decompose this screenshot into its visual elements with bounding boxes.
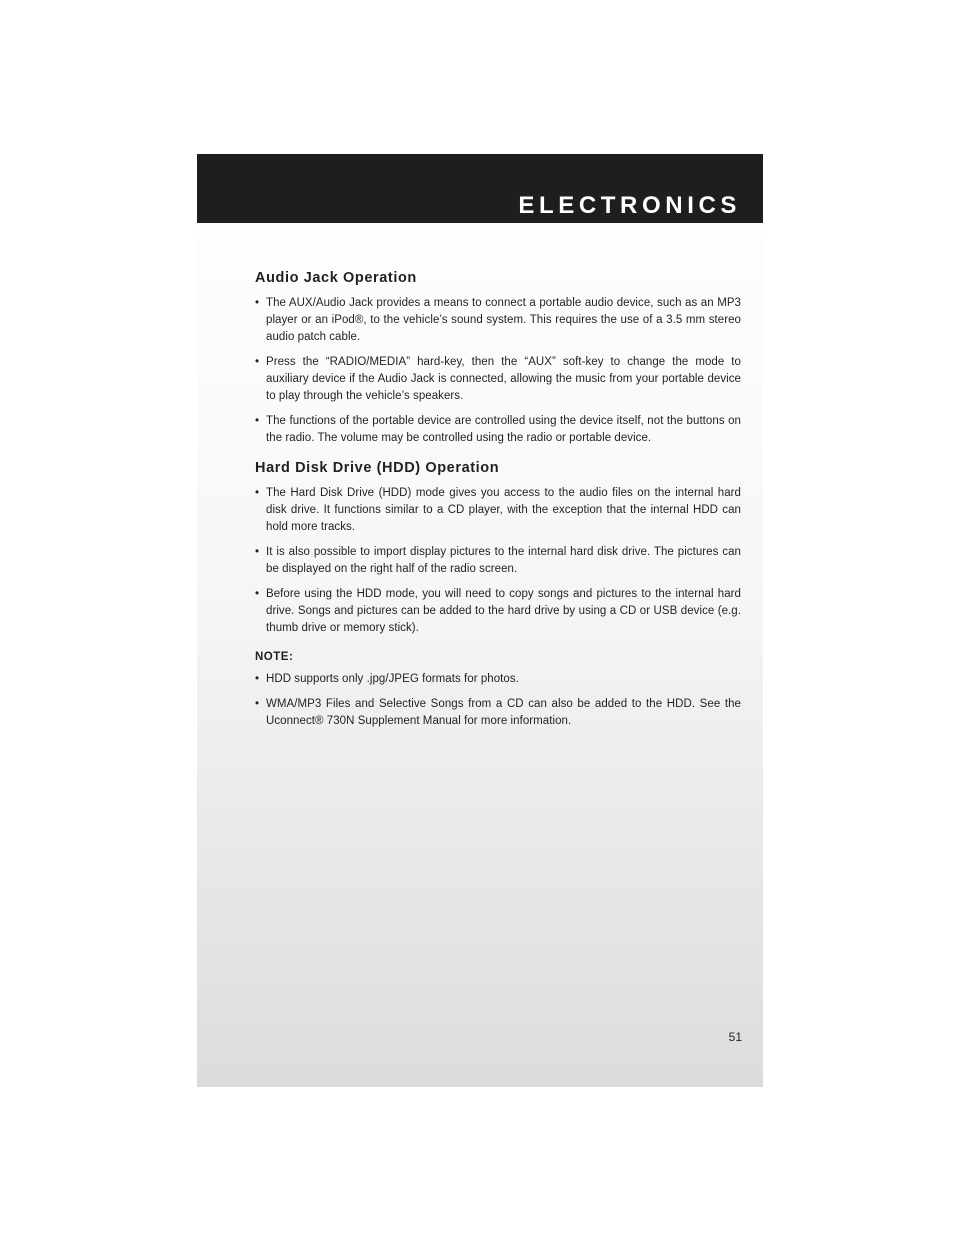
list-item	[255, 671, 741, 688]
page-number: 51	[728, 1030, 742, 1044]
section-title: ELECTRONICS	[518, 192, 741, 219]
list-item-text: Press the “RADIO/MEDIA” hard-key, then the “AUX” soft-key to change the mode to auxiliary device if the Audio Jack is connected, allowing the music from your portable device to play through the vehicle’s speakers.	[266, 356, 741, 402]
page-content	[255, 270, 741, 738]
list-item	[255, 485, 741, 536]
bullet-icon: •	[255, 415, 260, 427]
list-item	[255, 586, 741, 637]
heading-audio-jack: Audio Jack Operation	[255, 270, 417, 286]
list-item-text: The functions of the portable device are controlled using the device itself, not the buttons on the radio. The volume may be controlled using the radio or portable device.	[266, 415, 741, 444]
bullet-icon: •	[255, 546, 260, 558]
list-item	[255, 696, 741, 730]
list-item	[255, 413, 741, 447]
bullet-icon: •	[255, 297, 260, 309]
hdd-bullet-list	[255, 485, 741, 637]
list-item-text: Before using the HDD mode, you will need to copy songs and pictures to the internal hard drive. Songs and pictures can be added to the hard drive by using a CD or USB device (e.g. thumb drive or memory stick).	[266, 588, 741, 634]
bullet-icon: •	[255, 487, 260, 499]
heading-hdd-operation: Hard Disk Drive (HDD) Operation	[255, 460, 500, 476]
list-item-text: WMA/MP3 Files and Selective Songs from a CD can also be added to the HDD. See the Uconnect® 730N Supplement Manual for more information.	[266, 698, 741, 727]
list-item-text: The AUX/Audio Jack provides a means to connect a portable audio device, such as an MP3 player or an iPod®, to the vehicle’s sound system. This requires the use of a 3.5 mm stereo audio patch cable.	[266, 297, 741, 343]
list-item-text: It is also possible to import display pictures to the internal hard disk drive. The pictures can be displayed on the right half of the radio screen.	[266, 546, 741, 575]
section-header-bar	[197, 154, 763, 223]
note-bullet-list	[255, 671, 741, 730]
list-item-text: HDD supports only .jpg/JPEG formats for photos.	[266, 673, 519, 685]
list-item	[255, 295, 741, 346]
bullet-icon: •	[255, 356, 260, 368]
note-label: NOTE:	[255, 651, 294, 663]
list-item	[255, 354, 741, 405]
list-item-text: The Hard Disk Drive (HDD) mode gives you access to the audio files on the internal hard disk drive. It functions similar to a CD player, with the exception that the internal HDD can hold more tracks.	[266, 487, 741, 533]
manual-page	[197, 154, 763, 1087]
bullet-icon: •	[255, 673, 260, 685]
audio-jack-bullet-list	[255, 295, 741, 447]
bullet-icon: •	[255, 698, 260, 710]
bullet-icon: •	[255, 588, 260, 600]
list-item	[255, 544, 741, 578]
